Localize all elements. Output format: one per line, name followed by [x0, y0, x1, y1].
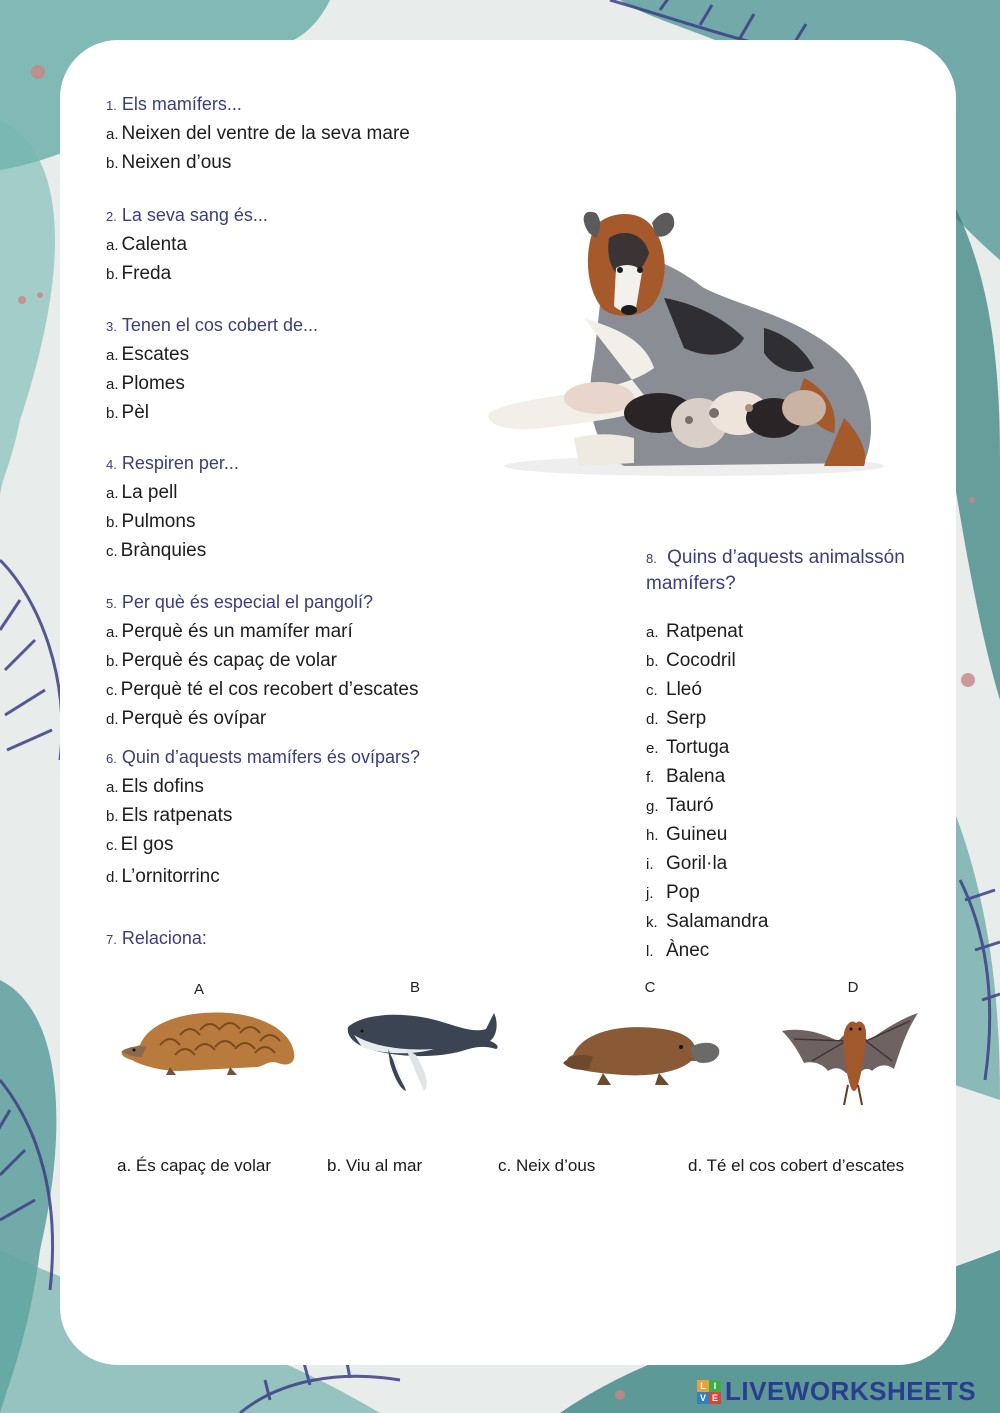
whale-image	[344, 1007, 500, 1095]
question-title: 2. La seva sang és...	[106, 205, 268, 225]
answer-option[interactable]: a. La pell	[106, 482, 178, 503]
animal-option[interactable]: a. Ratpenat	[646, 621, 744, 642]
answer-option[interactable]: a. Perquè és un mamífer marí	[106, 621, 353, 642]
question-title: 7. Relaciona:	[106, 928, 207, 948]
platypus-image	[563, 1017, 721, 1089]
animal-option[interactable]: g. Tauró	[646, 795, 714, 816]
logo-text: LIVEWORKSHEETS	[725, 1376, 977, 1406]
question-5	[106, 588, 419, 734]
answer-option[interactable]: b. Els ratpenats	[106, 805, 233, 826]
animal-option[interactable]: i. Goril·la	[646, 853, 728, 874]
answer-option[interactable]: b. Freda	[106, 263, 172, 284]
question-4	[106, 449, 239, 566]
question-7	[106, 924, 207, 954]
label-b: B	[409, 979, 420, 996]
pangolin-image	[120, 1005, 298, 1077]
animal-option[interactable]: f. Balena	[646, 766, 726, 787]
animal-option[interactable]: l. Ànec	[646, 940, 710, 961]
animal-option[interactable]: c. Lleó	[646, 679, 702, 700]
question-2	[106, 201, 268, 289]
answer-option[interactable]: d. L’ornitorrinc	[106, 866, 220, 887]
answer-option[interactable]: a. Escates	[106, 344, 190, 365]
match-option-d[interactable]: d. Té el cos cobert d’escates	[688, 1156, 905, 1175]
bat-image	[782, 1011, 918, 1107]
dog-with-puppies-image	[484, 208, 888, 483]
label-c: C	[644, 979, 656, 996]
answer-option[interactable]: c. El gos	[106, 834, 174, 855]
animal-option[interactable]: h. Guineu	[646, 824, 728, 845]
question-8	[646, 545, 906, 966]
match-option-a[interactable]: a. És capaç de volar	[117, 1156, 272, 1175]
live-badge-icon: L I V E	[697, 1380, 721, 1404]
animal-option[interactable]: d. Serp	[646, 708, 707, 729]
question-3	[106, 311, 318, 428]
animal-option[interactable]: j. Pop	[646, 882, 700, 903]
animal-option[interactable]: e. Tortuga	[646, 737, 730, 758]
answer-option[interactable]: a. Neixen del ventre de la seva mare	[106, 123, 410, 144]
answer-option[interactable]: b. Perquè és capaç de volar	[106, 650, 337, 671]
question-title: 4. Respiren per...	[106, 453, 239, 473]
q8-options	[646, 618, 906, 966]
question-title: 3. Tenen el cos cobert de...	[106, 315, 318, 335]
animal-option[interactable]: k. Salamandra	[646, 911, 769, 932]
answer-option[interactable]: a. Plomes	[106, 373, 185, 394]
liveworksheets-logo[interactable]	[697, 1376, 976, 1407]
answer-option[interactable]: a. Els dofins	[106, 776, 204, 797]
answer-option[interactable]: d. Perquè és ovípar	[106, 708, 267, 729]
answer-option[interactable]: b. Pulmons	[106, 511, 196, 532]
answer-option[interactable]: b. Pèl	[106, 402, 149, 423]
question-6	[106, 743, 420, 892]
match-option-b[interactable]: b. Viu al mar	[327, 1156, 423, 1175]
answer-option[interactable]: c. Perquè té el cos recobert d’escates	[106, 679, 419, 700]
answer-option[interactable]: a. Calenta	[106, 234, 188, 255]
question-title: 6. Quin d’aquests mamífers és ovípars?	[106, 747, 420, 767]
answer-option[interactable]: b. Neixen d’ous	[106, 152, 232, 173]
answer-option[interactable]: c. Brànquies	[106, 540, 207, 561]
label-d: D	[847, 979, 859, 996]
label-a: A	[193, 981, 204, 998]
animal-option[interactable]: b. Cocodril	[646, 650, 736, 671]
question-title: 5. Per què és especial el pangolí?	[106, 592, 374, 612]
question-title: 8. Quins d’aquests animalssón mamífers?	[646, 547, 905, 594]
question-title: 1. Els mamífers...	[106, 94, 242, 114]
match-option-c[interactable]: c. Neix d’ous	[498, 1156, 596, 1175]
question-1	[106, 90, 410, 178]
